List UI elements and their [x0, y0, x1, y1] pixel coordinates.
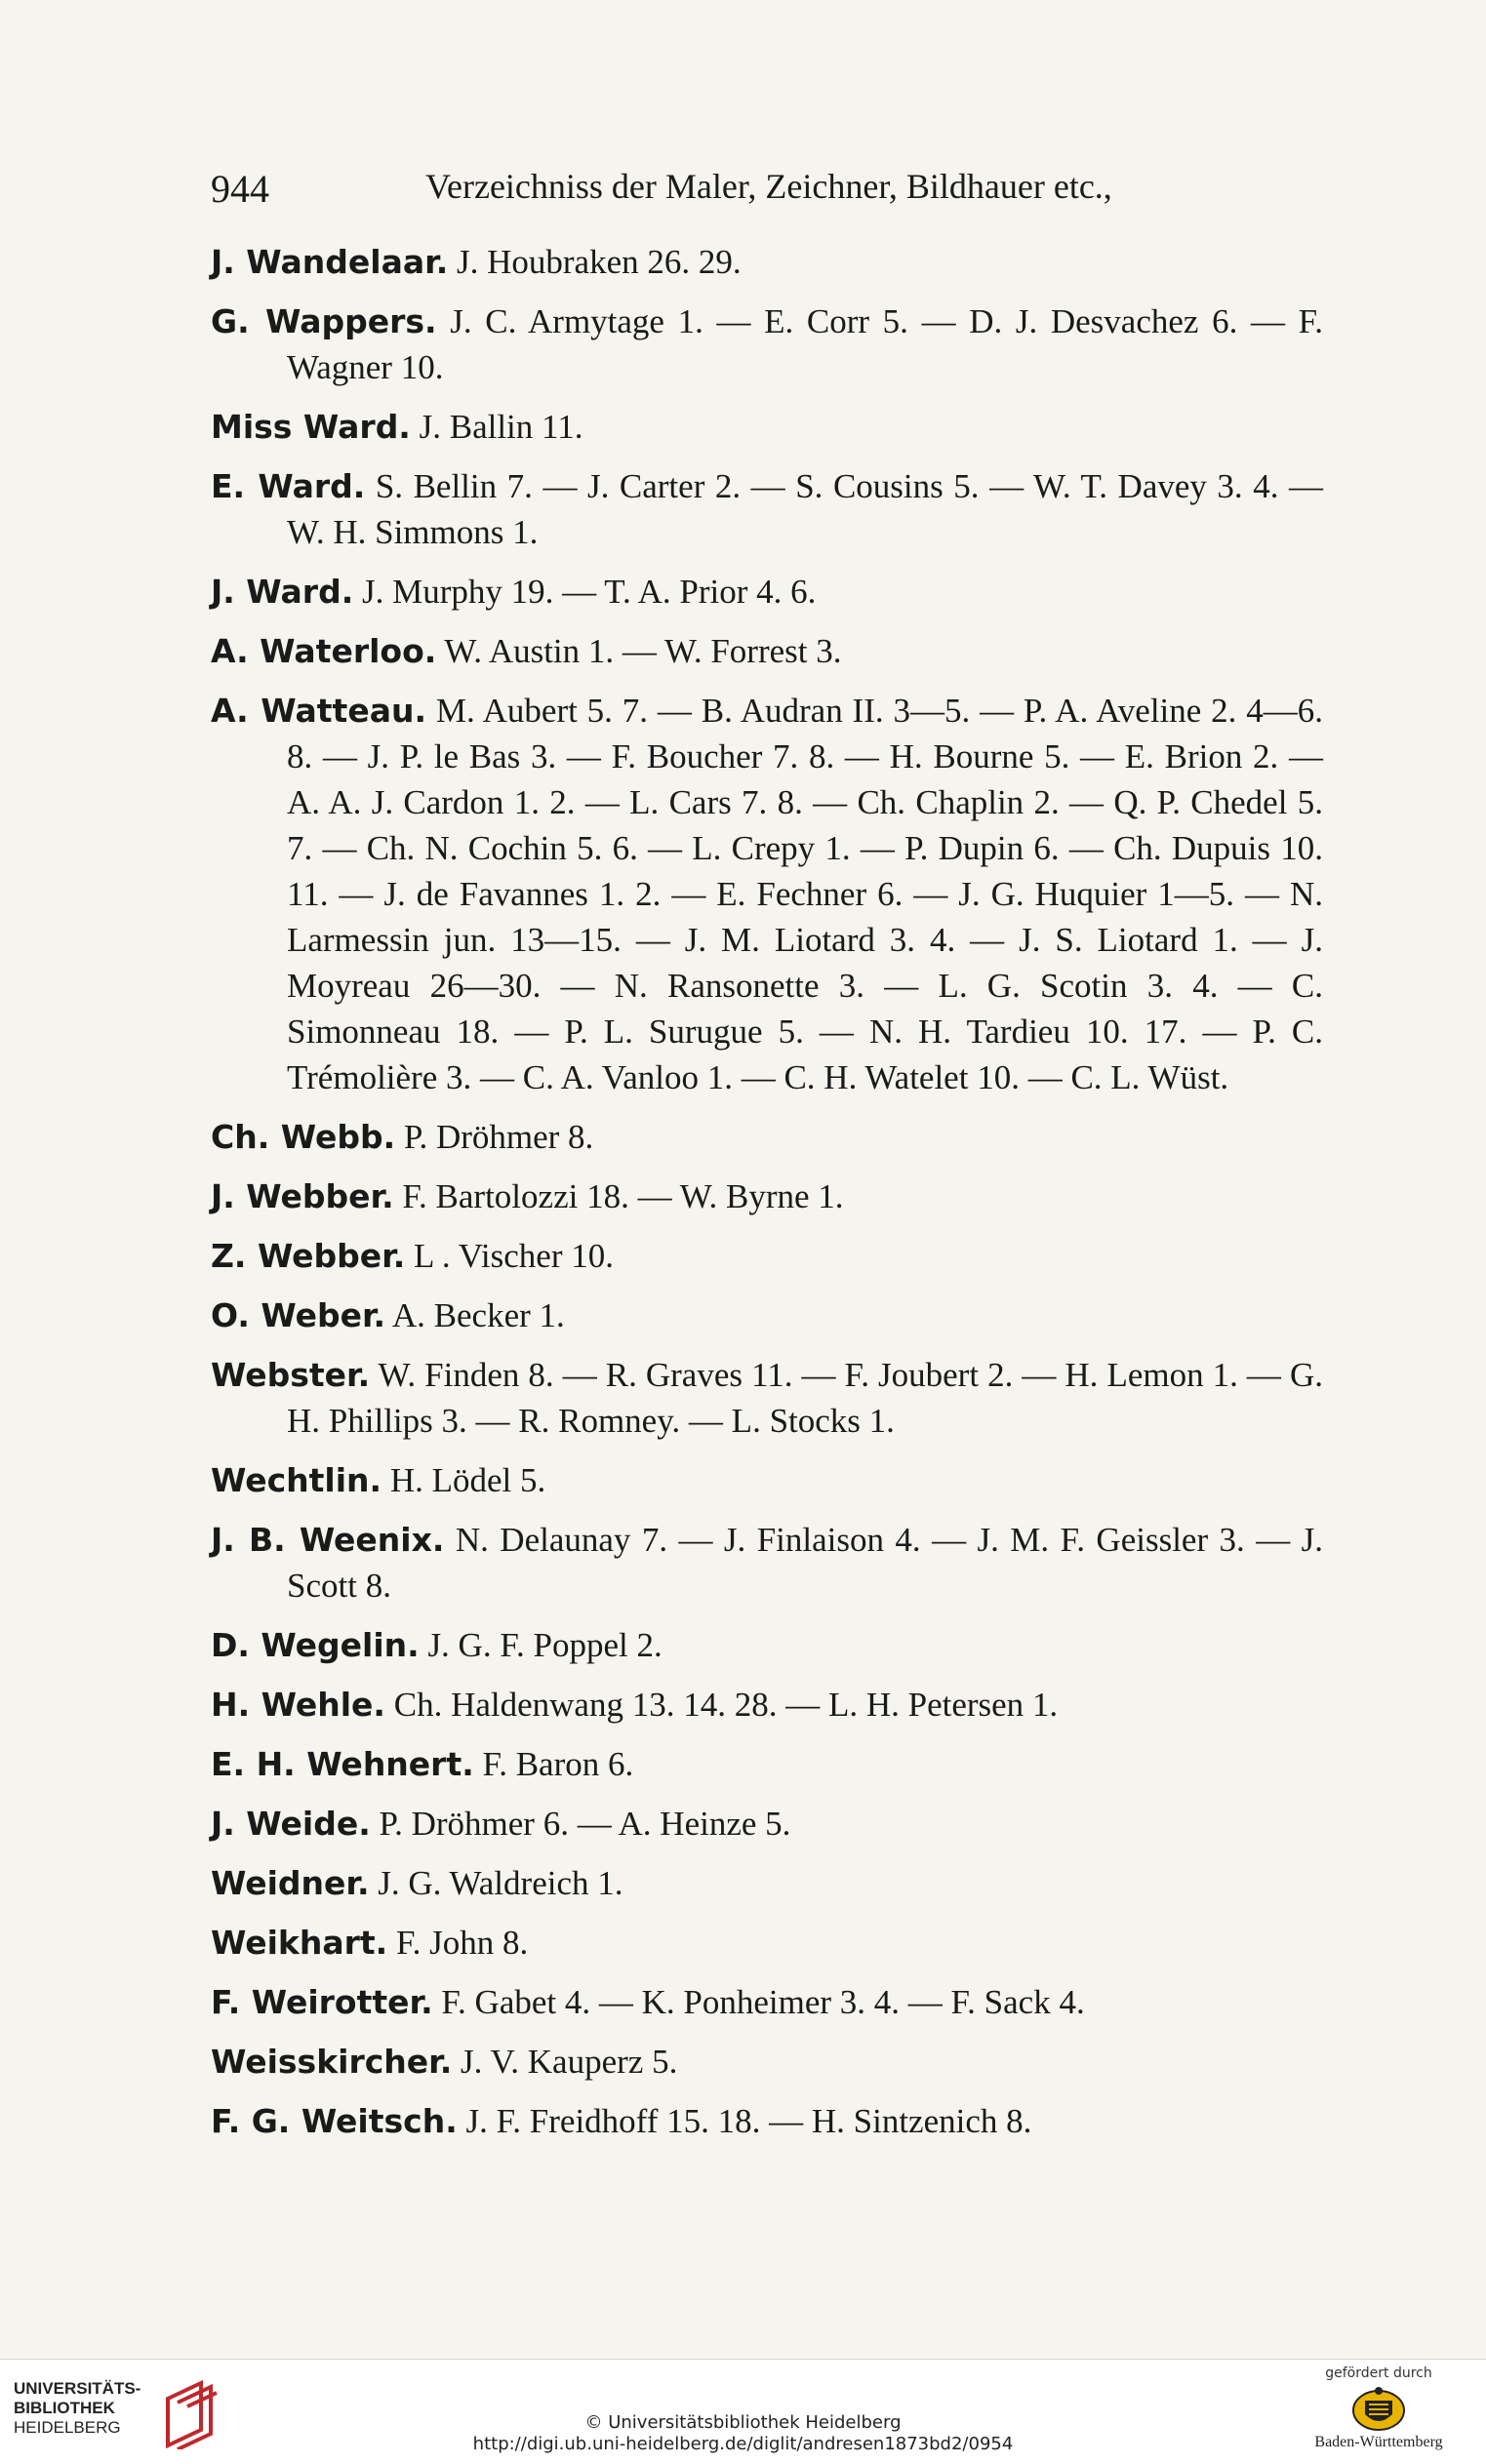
artist-name: Ch. Webb. [211, 1118, 396, 1156]
artist-name: A. Watteau. [211, 692, 426, 730]
index-entry [211, 628, 1323, 674]
running-title: Verzeichniss der Maler, Zeichner, Bildhauer etc., [425, 167, 1112, 206]
index-entry [211, 1979, 1323, 2025]
engravers-list: A. Becker 1. [391, 1296, 565, 1334]
logo-line-3: HEIDELBERG [14, 2418, 121, 2437]
index-entry [211, 1920, 1323, 1966]
artist-name: J. B. Weenix. [211, 1521, 445, 1559]
artist-name: Weikhart. [211, 1924, 388, 1962]
engravers-list: M. Aubert 5. 7. — B. Audran II. 3—5. — P. A. Aveline 2. 4—6. 8. — J. P. le Bas 3. — F. Boucher 7. 8. — H. Bourne 5. — E. Brion 2. — A. A. J. Cardon 1. 2. — L. Cars 7. 8. — Ch. Chaplin 2. — Q. P. Chedel 5. 7. — Ch. N. Cochin 5. 6. — L. Crepy 1. — P. Dupin 6. — Ch. Dupuis 10. 11. — J. de Favannes 1. 2. — E. Fechner 6. — J. G. Huquier 1—5. — N. Larmessin jun. 13—15. — J. M. Liotard 3. 4. — J. S. Liotard 1. — J. Moyreau 26—30. — N. Ransonette 3. — L. G. Scotin 3. 4. — C. Simonneau 18. — P. L. Surugue 5. — N. H. Tardieu 10. 17. — P. C. Trémolière 3. — C. A. Vanloo 1. — C. H. Watelet 10. — C. L. Wüst. [287, 692, 1324, 1096]
artist-name: E. Ward. [211, 467, 366, 505]
index-entry [211, 688, 1323, 1100]
index-entry [211, 1114, 1323, 1160]
engravers-list: J. Houbraken 26. 29. [457, 243, 742, 281]
source-url[interactable]: http://digi.ub.uni-heidelberg.de/diglit/andresen1873bd2/0954 [472, 2434, 1014, 2454]
index-entry [211, 239, 1323, 285]
engravers-list: F. John 8. [395, 1924, 529, 1962]
engravers-list: J. G. F. Poppel 2. [427, 1626, 663, 1664]
footer-credits [0, 2412, 1486, 2455]
engravers-list: P. Dröhmer 6. — A. Heinze 5. [379, 1805, 791, 1843]
index-entry [211, 1173, 1323, 1219]
index-entry [211, 2098, 1323, 2144]
logo-line-1: UNIVERSITÄTS- [14, 2379, 141, 2398]
engravers-list: W. Finden 8. — R. Graves 11. — F. Joubert 2. — H. Lemon 1. — G. H. Phillips 3. — R. Romney. — L. Stocks 1. [287, 1356, 1323, 1440]
funding-credit [1310, 2365, 1447, 2451]
engravers-list: L . Vischer 10. [414, 1237, 614, 1275]
index-entry [211, 1801, 1323, 1847]
logo-line-2: BIBLIOTHEK [14, 2399, 115, 2417]
engravers-list: W. Austin 1. — W. Forrest 3. [444, 632, 842, 670]
artist-name: Z. Webber. [211, 1237, 406, 1275]
index-entry [211, 1457, 1323, 1503]
copyright-text: © Universitätsbibliothek Heidelberg [584, 2412, 902, 2433]
engravers-list: F. Bartolozzi 18. — W. Byrne 1. [402, 1177, 844, 1215]
page-number: 944 [211, 167, 269, 211]
index-entries [211, 239, 1323, 2158]
engravers-list: J. F. Freidhoff 15. 18. — H. Sintzenich 8. [465, 2102, 1032, 2140]
artist-name: G. Wappers. [211, 302, 437, 340]
artist-name: J. Weide. [211, 1805, 371, 1843]
artist-name: J. Ward. [211, 573, 354, 611]
engravers-list: F. Baron 6. [482, 1745, 634, 1783]
engravers-list: N. Delaunay 7. — J. Finlaison 4. — J. M. F. Geissler 3. — J. Scott 8. [287, 1521, 1323, 1605]
engravers-list: J. V. Kauperz 5. [461, 2043, 678, 2081]
engravers-list: S. Bellin 7. — J. Carter 2. — S. Cousins 5. — W. T. Davey 3. 4. — W. H. Simmons 1. [287, 467, 1324, 551]
artist-name: F. G. Weitsch. [211, 2102, 458, 2140]
index-entry [211, 569, 1323, 615]
engravers-list: P. Dröhmer 8. [403, 1118, 594, 1156]
index-entry [211, 463, 1323, 555]
artist-name: D. Wegelin. [211, 1626, 420, 1664]
index-entry [211, 2039, 1323, 2085]
artist-name: Wechtlin. [211, 1461, 382, 1499]
engravers-list: J. G. Waldreich 1. [378, 1864, 623, 1902]
engravers-list: J. Murphy 19. — T. A. Prior 4. 6. [361, 573, 817, 611]
artist-name: J. Webber. [211, 1177, 394, 1215]
artist-name: Miss Ward. [211, 408, 411, 446]
viewer-footer [0, 2359, 1486, 2464]
funded-by-label: gefördert durch [1325, 2365, 1432, 2381]
artist-name: Weidner. [211, 1864, 370, 1902]
engravers-list: H. Lödel 5. [389, 1461, 546, 1499]
artist-name: F. Weirotter. [211, 1983, 433, 2021]
artist-name: H. Wehle. [211, 1686, 385, 1724]
index-entry [211, 404, 1323, 450]
page-header [211, 166, 1323, 215]
engravers-list: Ch. Haldenwang 13. 14. 28. — L. H. Petersen 1. [393, 1686, 1059, 1724]
index-entry [211, 1233, 1323, 1279]
index-entry [211, 298, 1323, 390]
index-entry [211, 1860, 1323, 1906]
artist-name: Webster. [211, 1356, 371, 1394]
engravers-list: F. Gabet 4. — K. Ponheimer 3. 4. — F. Sack 4. [441, 1983, 1085, 2021]
index-entry [211, 1352, 1323, 1444]
artist-name: J. Wandelaar. [211, 243, 449, 281]
index-entry [211, 1292, 1323, 1338]
index-entry [211, 1622, 1323, 1668]
index-entry [211, 1741, 1323, 1787]
funder-name: Baden-Württemberg [1314, 2434, 1443, 2450]
artist-name: Weisskircher. [211, 2043, 453, 2081]
index-entry [211, 1517, 1323, 1609]
artist-name: A. Waterloo. [211, 632, 437, 670]
artist-name: E. H. Wehnert. [211, 1745, 474, 1783]
coat-of-arms-icon [1351, 2385, 1406, 2432]
engravers-list: J. C. Armytage 1. — E. Corr 5. — D. J. Desvachez 6. — F. Wagner 10. [287, 302, 1324, 386]
index-entry [211, 1682, 1323, 1728]
engravers-list: J. Ballin 11. [419, 408, 583, 446]
artist-name: O. Weber. [211, 1296, 386, 1334]
